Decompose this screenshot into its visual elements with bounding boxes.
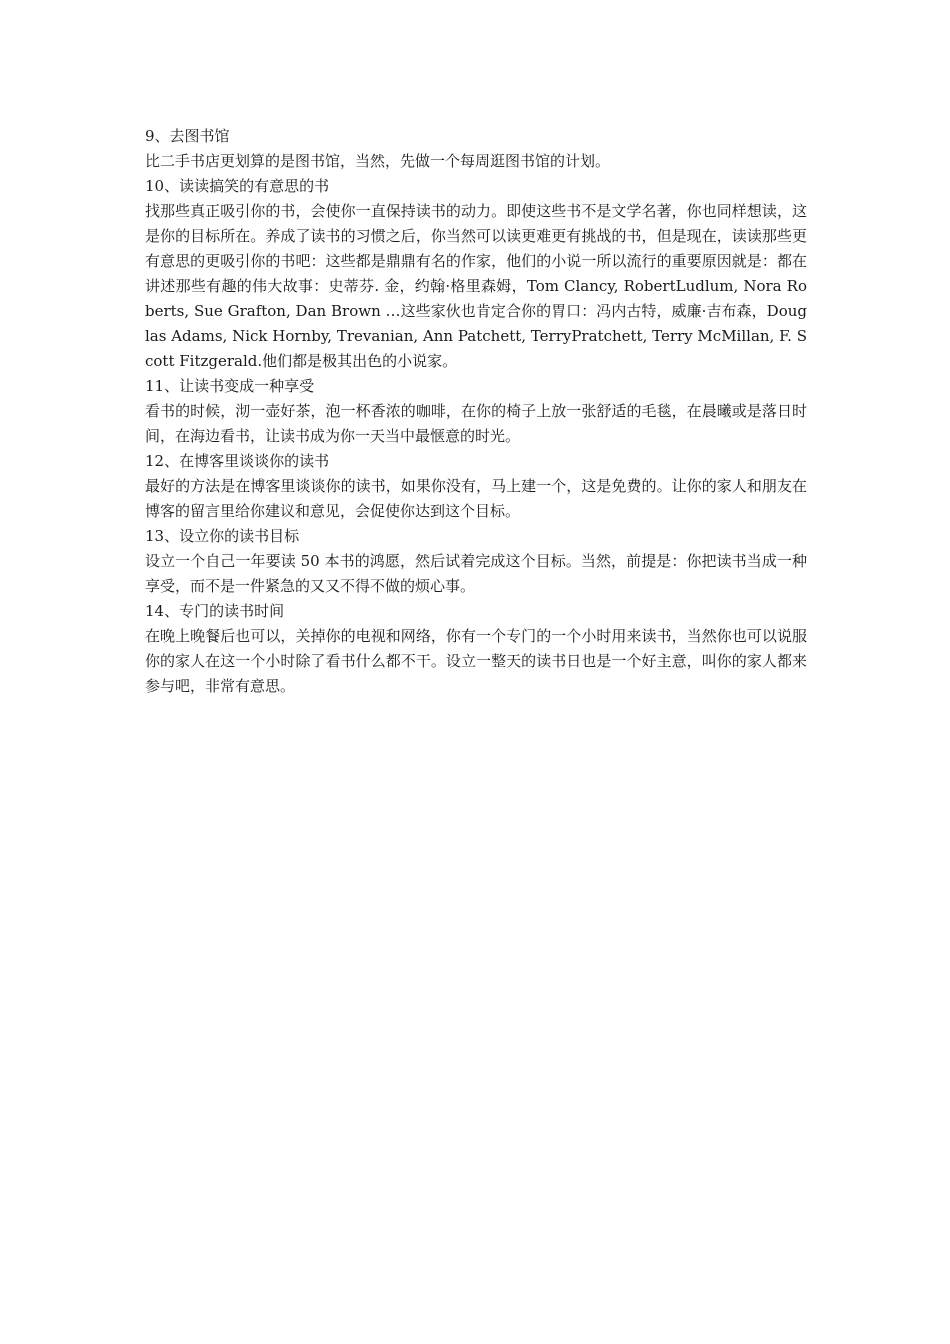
- section-heading-14: 14、专门的读书时间: [145, 602, 285, 620]
- section-body-10: 找那些真正吸引你的书，会使你一直保持读书的动力。即使这些书不是文学名著，你也同样想读，这是你的目标所在。养成了读书的习惯之后，你当然可以读更难更有挑战的书，但是现在，读读那些更有意思的更吸引你的书吧：这些都是鼎鼎有名的作家，他们的小说一所以流行的重要原因就是：都在讲述那些有趣的伟大故事：史蒂芬. 金，约翰·格里森姆，Tom Clancy, RobertLudlum, Nora Roberts, Sue Grafton, Dan Brown …这些家伙也肯定合你的胃口：冯内古特，威廉·吉布森，Douglas Adams, Nick Hornby, Trevanian, Ann Patchett, TerryPratchett, Terry McMillan, F. Scott Fitzgerald.他们都是极其出色的小说家。: [145, 202, 807, 370]
- section-heading-9: 9、去图书馆: [145, 127, 230, 145]
- document-body: [145, 124, 807, 699]
- section-heading-13: 13、设立你的读书目标: [145, 527, 300, 545]
- section-heading-10: 10、读读搞笑的有意思的书: [145, 177, 330, 195]
- section-body-11: 看书的时候，沏一壶好茶，泡一杯香浓的咖啡，在你的椅子上放一张舒适的毛毯，在晨曦或是落日时间，在海边看书，让读书成为你一天当中最惬意的时光。: [145, 402, 807, 445]
- section-body-9: 比二手书店更划算的是图书馆，当然，先做一个每周逛图书馆的计划。: [145, 152, 611, 170]
- section-heading-11: 11、让读书变成一种享受: [145, 377, 315, 395]
- section-body-12: 最好的方法是在博客里谈谈你的读书，如果你没有，马上建一个，这是免费的。让你的家人和朋友在博客的留言里给你建议和意见，会促使你达到这个目标。: [145, 477, 807, 520]
- section-body-14: 在晚上晚餐后也可以，关掉你的电视和网络，你有一个专门的一个小时用来读书，当然你也可以说服你的家人在这一个小时除了看书什么都不干。设立一整天的读书日也是一个好主意，叫你的家人都来参与吧，非常有意思。: [145, 627, 807, 695]
- section-heading-12: 12、在博客里谈谈你的读书: [145, 452, 330, 470]
- section-body-13: 设立一个自己一年要读 50 本书的鸿愿，然后试着完成这个目标。当然，前提是：你把读书当成一种享受，而不是一件紧急的又又不得不做的烦心事。: [145, 552, 807, 595]
